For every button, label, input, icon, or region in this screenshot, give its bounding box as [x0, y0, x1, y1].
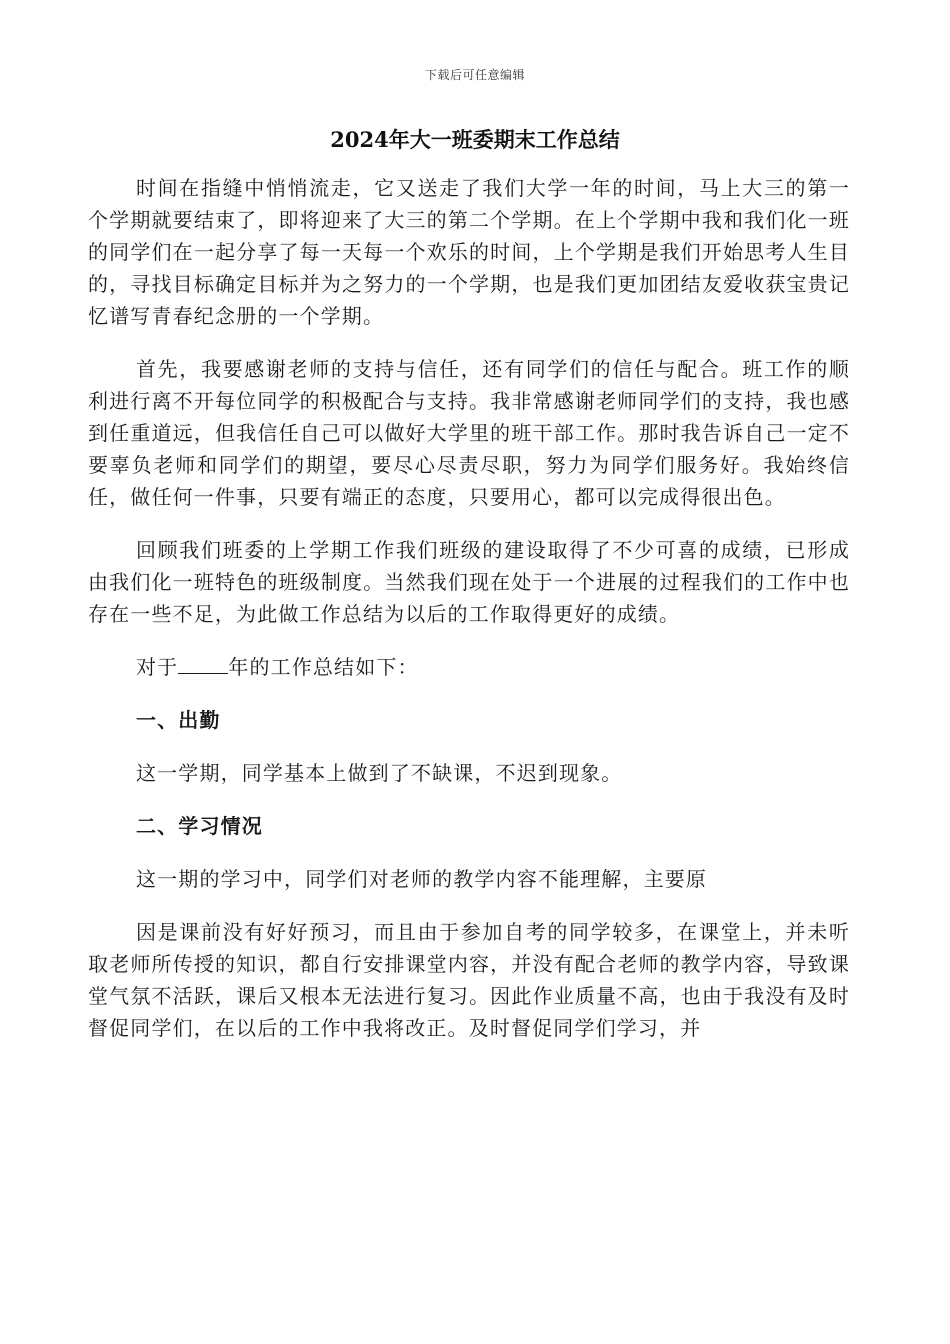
section-text-study-1: 这一期的学习中，同学们对老师的教学内容不能理解，主要原 [136, 867, 708, 891]
paragraph-review: 回顾我们班委的上学期工作我们班级的建设取得了不少可喜的成绩，已形成由我们化一班特色的班级制度。当然我们现在处于一个进展的过程我们的工作中也存在一些不足，为此做工作总结为以后的工作取得更好的成绩。 [88, 538, 850, 626]
paragraph-thanks: 首先，我要感谢老师的支持与信任，还有同学们的信任与配合。班工作的顺利进行离不开每位同学的积极配合与支持。我非常感谢老师同学们的支持，我也感到任重道远，但我信任自己可以做好大学里的班干部工作。那时我告诉自己一定不要辜负老师和同学们的期望，要尽心尽责尽职，努力为同学们服务好。我始终信任，做任何一件事，只要有端正的态度，只要用心，都可以完成得很出色。 [88, 357, 850, 509]
section-heading-attendance: 一、出勤 [136, 708, 221, 732]
summary-intro-suffix: 年的工作总结如下： [228, 655, 419, 679]
summary-intro-prefix: 对于 [136, 655, 179, 679]
summary-intro [88, 651, 850, 683]
section-text-attendance: 这一学期，同学基本上做到了不缺课，不迟到现象。 [136, 761, 623, 785]
section-text-study-2: 因是课前没有好好预习，而且由于参加自考的同学较多，在课堂上，并未听取老师所传授的知识，都自行安排课堂内容，并没有配合老师的教学内容，导致课堂气氛不活跃，课后又根本无法进行复习。因此作业质量不高，也由于我没有及时督促同学们，在以后的工作中我将改正。及时督促同学们学习，并 [88, 920, 850, 1040]
document-body [88, 172, 850, 1065]
header-note: 下载后可任意编辑 [424, 68, 525, 82]
paragraph-intro: 时间在指缝中悄悄流走，它又送走了我们大学一年的时间，马上大三的第一个学期就要结束了，即将迎来了大三的第二个学期。在上个学期中我和我们化一班的同学们在一起分享了每一天每一个欢乐的时间，上个学期是我们开始思考人生目的，寻找目标确定目标并为之努力的一个学期，也是我们更加团结友爱收获宝贵记忆谱写青春纪念册的一个学期。 [88, 176, 850, 328]
section-heading-study: 二、学习情况 [136, 814, 263, 838]
document-title: 2024年大一班委期末工作总结 [330, 127, 620, 152]
year-blank [178, 655, 228, 674]
